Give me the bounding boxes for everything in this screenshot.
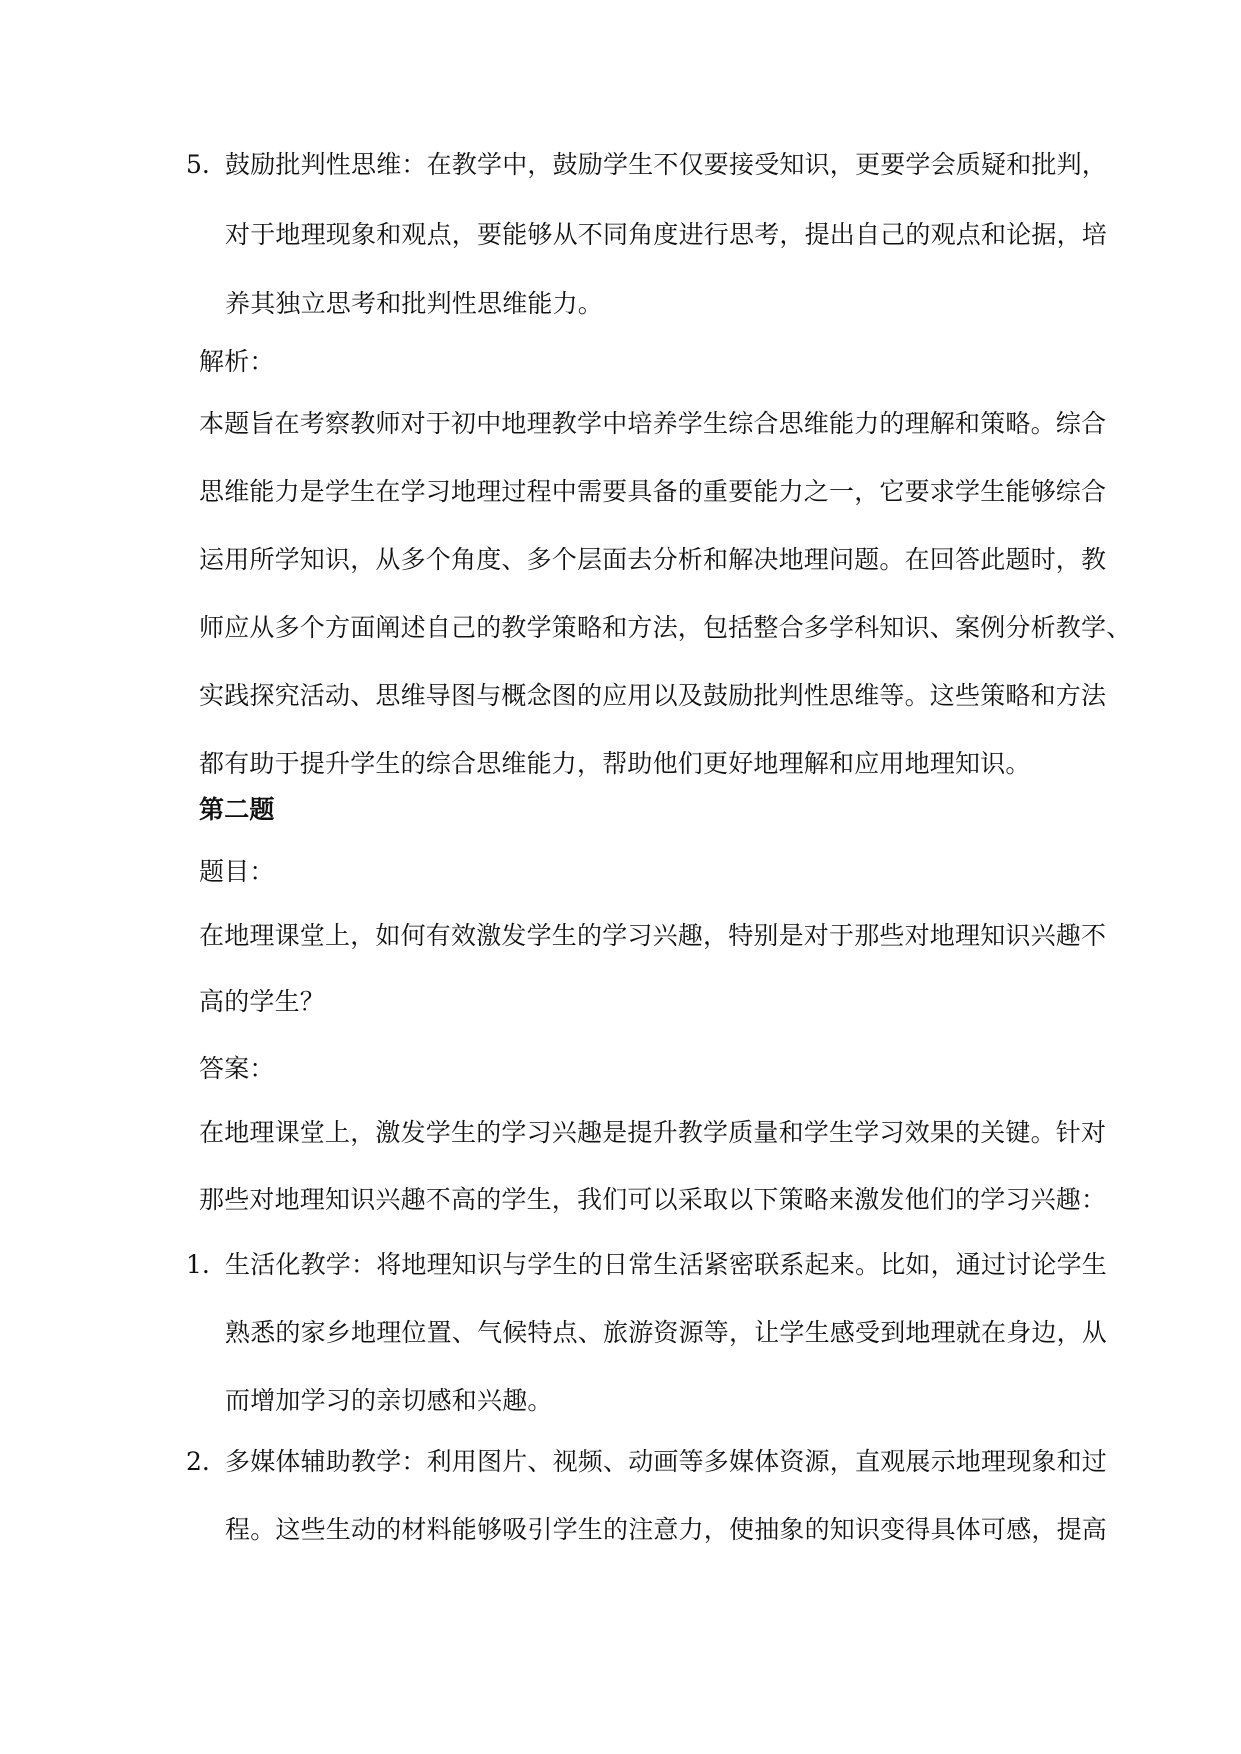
analysis-line-6: 都有助于提升学生的综合思维能力，帮助他们更好地理解和应用地理知识。 [199,749,1031,778]
question-line-1: 在地理课堂上，如何有效激发学生的学习兴趣，特别是对于那些对地理知识兴趣不 [199,921,1107,950]
analysis-line-2: 思维能力是学生在学习地理过程中需要具备的重要能力之一，它要求学生能够综合 [199,477,1107,506]
list-number-5: 5. [186,150,210,179]
item1-line-3: 而增加学习的亲切感和兴趣。 [225,1386,553,1415]
list-number-2: 2. [186,1447,210,1476]
item5-line-3: 养其独立思考和批判性思维能力。 [225,289,604,318]
list-number-1: 1. [186,1250,210,1279]
analysis-line-3: 运用所学知识，从多个角度、多个层面去分析和解决地理问题。在回答此题时，教 [199,545,1107,574]
answer-line-1: 在地理课堂上，激发学生的学习兴趣是提升教学质量和学生学习效果的关键。针对 [199,1118,1107,1147]
item5-line-1: 鼓励批判性思维：在教学中，鼓励学生不仅要接受知识，更要学会质疑和批判， [225,150,1108,179]
analysis-label: 解析： [199,347,275,376]
question-label: 题目： [199,857,275,886]
section-heading: 第二题 [199,795,275,824]
item5-line-2: 对于地理现象和观点，要能够从不同角度进行思考，提出自己的观点和论据，培 [225,220,1108,249]
analysis-line-5: 实践探究活动、思维导图与概念图的应用以及鼓励批判性思维等。这些策略和方法 [199,681,1107,710]
item1-line-2: 熟悉的家乡地理位置、气候特点、旅游资源等，让学生感受到地理就在身边，从 [225,1318,1108,1347]
question-line-2: 高的学生？ [199,987,326,1016]
item2-line-1: 多媒体辅助教学：利用图片、视频、动画等多媒体资源，直观展示地理现象和过 [225,1447,1108,1476]
answer-line-2: 那些对地理知识兴趣不高的学生，我们可以采取以下策略来激发他们的学习兴趣： [199,1185,1107,1214]
analysis-line-1: 本题旨在考察教师对于初中地理教学中培养学生综合思维能力的理解和策略。综合 [199,409,1107,438]
item2-line-2: 程。这些生动的材料能够吸引学生的注意力，使抽象的知识变得具体可感，提高 [225,1515,1108,1544]
answer-label: 答案： [199,1054,275,1083]
item1-line-1: 生活化教学：将地理知识与学生的日常生活紧密联系起来。比如，通过讨论学生 [225,1250,1108,1279]
analysis-line-4: 师应从多个方面阐述自己的教学策略和方法，包括整合多学科知识、案例分析教学、 [199,613,1132,642]
